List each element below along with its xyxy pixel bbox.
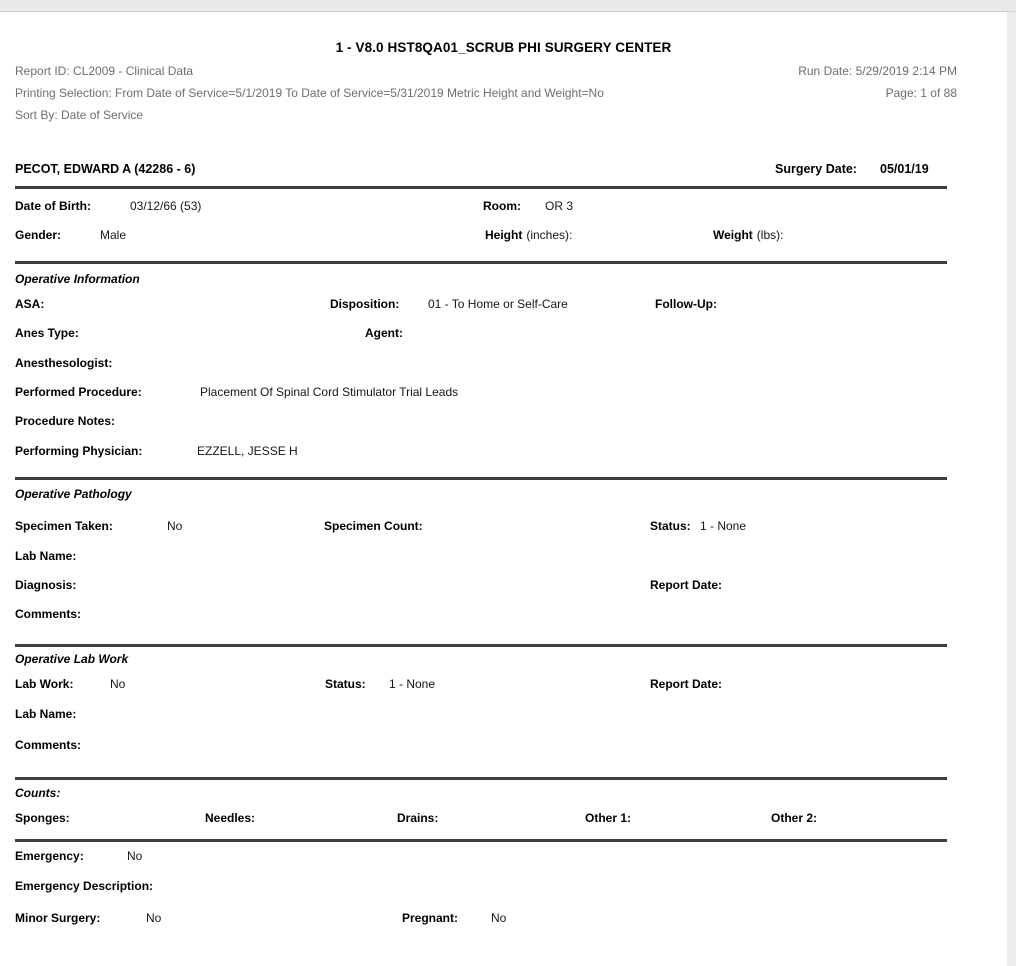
lab-work-value: No bbox=[110, 677, 126, 691]
diagnosis-label: Diagnosis: bbox=[15, 578, 77, 592]
gender-value: Male bbox=[100, 228, 127, 242]
sort-by-line: Sort By: Date of Service bbox=[15, 108, 144, 122]
date-of-birth-label: Date of Birth: bbox=[15, 199, 91, 213]
pathology-lab-name-label: Lab Name: bbox=[15, 549, 77, 563]
operative-pathology-heading: Operative Pathology bbox=[15, 487, 132, 501]
minor-surgery-label: Minor Surgery: bbox=[15, 911, 101, 925]
performed-procedure-label: Performed Procedure: bbox=[15, 385, 142, 399]
lab-name-label: Lab Name: bbox=[15, 707, 77, 721]
section-divider bbox=[15, 839, 947, 842]
other2-label: Other 2: bbox=[771, 811, 818, 825]
scrollbar-track[interactable] bbox=[1007, 12, 1016, 966]
section-divider bbox=[15, 477, 947, 480]
page-number-line: Page: 1 of 88 bbox=[885, 86, 957, 100]
lab-status-value: 1 - None bbox=[389, 677, 436, 691]
anes-type-label: Anes Type: bbox=[15, 326, 79, 340]
operative-information-heading: Operative Information bbox=[15, 272, 140, 286]
section-divider bbox=[15, 777, 947, 780]
pregnant-value: No bbox=[491, 911, 507, 925]
emergency-value: No bbox=[127, 849, 143, 863]
procedure-notes-label: Procedure Notes: bbox=[15, 414, 116, 428]
disposition-value: 01 - To Home or Self-Care bbox=[428, 297, 568, 311]
report-id-line: Report ID: CL2009 - Clinical Data bbox=[15, 64, 194, 78]
window-chrome-bar bbox=[0, 0, 1016, 12]
pathology-comments-label: Comments: bbox=[15, 607, 82, 621]
anesthesologist-label: Anesthesologist: bbox=[15, 356, 113, 370]
surgery-date-value: 05/01/19 bbox=[880, 162, 929, 176]
needles-label: Needles: bbox=[205, 811, 256, 825]
asa-label: ASA: bbox=[15, 297, 45, 311]
operative-lab-work-heading: Operative Lab Work bbox=[15, 652, 129, 666]
lab-status-label: Status: bbox=[325, 677, 366, 691]
drains-label: Drains: bbox=[397, 811, 439, 825]
emergency-label: Emergency: bbox=[15, 849, 84, 863]
emergency-description-label: Emergency Description: bbox=[15, 879, 154, 893]
performing-physician-label: Performing Physician: bbox=[15, 444, 143, 458]
minor-surgery-value: No bbox=[146, 911, 162, 925]
pathology-status-value: 1 - None bbox=[700, 519, 747, 533]
report-page bbox=[0, 12, 1007, 966]
section-divider bbox=[15, 644, 947, 647]
pregnant-label: Pregnant: bbox=[402, 911, 459, 925]
pathology-status-label: Status: bbox=[650, 519, 691, 533]
disposition-label: Disposition: bbox=[330, 297, 400, 311]
lab-comments-label: Comments: bbox=[15, 738, 82, 752]
room-label: Room: bbox=[483, 199, 521, 213]
performed-procedure-value: Placement Of Spinal Cord Stimulator Trial Leads bbox=[200, 385, 459, 399]
run-date-line: Run Date: 5/29/2019 2:14 PM bbox=[798, 64, 957, 78]
performing-physician-value: EZZELL, JESSE H bbox=[197, 444, 298, 458]
lab-report-date-label: Report Date: bbox=[650, 677, 723, 691]
specimen-count-label: Specimen Count: bbox=[324, 519, 423, 533]
section-divider bbox=[15, 186, 947, 189]
surgery-date-label: Surgery Date: bbox=[775, 162, 857, 176]
patient-name: PECOT, EDWARD A (42286 - 6) bbox=[15, 162, 196, 176]
gender-label: Gender: bbox=[15, 228, 62, 242]
report-title: 1 - V8.0 HST8QA01_SCRUB PHI SURGERY CENTER bbox=[335, 40, 672, 55]
other1-label: Other 1: bbox=[585, 811, 632, 825]
sponges-label: Sponges: bbox=[15, 811, 70, 825]
agent-label: Agent: bbox=[365, 326, 403, 340]
follow-up-label: Follow-Up: bbox=[655, 297, 717, 311]
date-of-birth-value: 03/12/66 (53) bbox=[130, 199, 202, 213]
printing-selection-line: Printing Selection: From Date of Service=5/1/2019 To Date of Service=5/31/2019 Metric Height and Weight=No bbox=[15, 86, 604, 100]
specimen-taken-value: No bbox=[167, 519, 183, 533]
pathology-report-date-label: Report Date: bbox=[650, 578, 723, 592]
section-divider bbox=[15, 261, 947, 264]
room-value: OR 3 bbox=[545, 199, 574, 213]
height-label: Height (inches): bbox=[485, 228, 573, 242]
counts-heading: Counts: bbox=[15, 786, 61, 800]
lab-work-label: Lab Work: bbox=[15, 677, 74, 691]
specimen-taken-label: Specimen Taken: bbox=[15, 519, 113, 533]
weight-label: Weight (lbs): bbox=[713, 228, 784, 242]
